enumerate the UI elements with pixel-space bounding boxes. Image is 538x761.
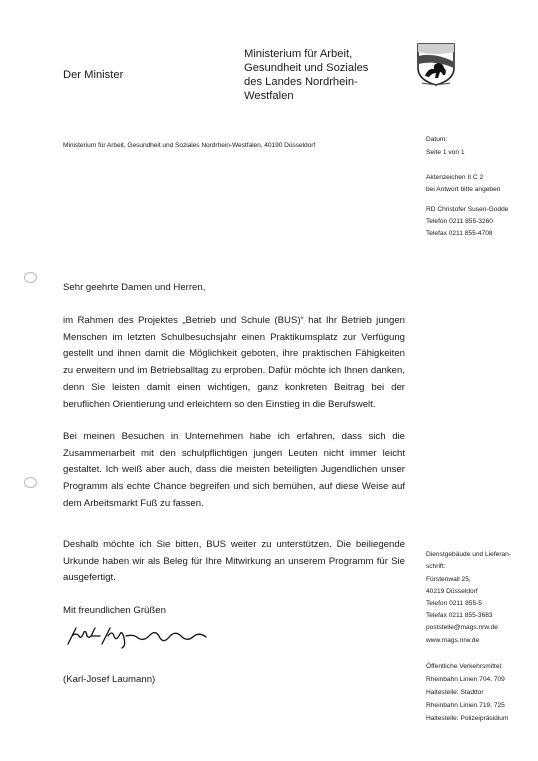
reference-number: Aktenzeichen II C 2 (426, 174, 484, 181)
building-label-line: Dienstgebäude und Lieferan- (426, 551, 512, 558)
email-link[interactable]: poststelle@mags.nrw.de (426, 624, 498, 631)
contact-fax: Telefax 0211 855-4708 (426, 230, 493, 237)
date-label: Datum: (426, 136, 448, 143)
signatory-name: (Karl-Josef Laumann) (63, 674, 156, 685)
transit-label: Öffentliche Verkehrsmittel: (426, 663, 503, 670)
page-info: Seite 1 von 1 (426, 149, 465, 156)
ministry-name-line: Ministerium für Arbeit, (244, 48, 353, 60)
transit-line: Haltestelle: Stadttor (426, 689, 484, 696)
reply-note: bei Antwort bitte angeben (426, 186, 501, 193)
address-line: Fürstenwall 25, (426, 576, 471, 583)
salutation: Sehr geehrte Damen und Herren, (63, 282, 206, 293)
ministry-name-line: des Landes Nordrhein-Westfalen (244, 76, 358, 102)
minister-label: Der Minister (63, 69, 124, 81)
transit-line: Rheinbahn Linien 719, 725 (426, 702, 505, 709)
nrw-coat-of-arms-icon (416, 42, 456, 87)
punch-hole-top (24, 272, 37, 283)
address-line: Telefon 0211 855-5 (426, 600, 482, 607)
sender-address-line: Ministerium für Arbeit, Gesundheit und Soziales Nordrhein-Westfalen, 40190 Düsseldorf (63, 142, 316, 149)
ministry-name (244, 47, 404, 103)
paragraph-3: Deshalb möchte ich Sie bitten, BUS weiter zu unterstützen. Die beiliegende Urkunde haben wir als Beleg für Ihre Mitwirkung an unserem Programm für Sie ausgefertigt. (63, 539, 405, 584)
transit-line: Haltestelle: Polizeipräsidium (426, 715, 509, 722)
address-line: 40219 Düsseldorf (426, 588, 478, 595)
building-label-line: schrift: (426, 563, 446, 570)
address-line: Telefax 0211 855-3683 (426, 612, 493, 619)
paragraph-1: im Rahmen des Projektes „Betrieb und Schule (BUS)“ hat Ihr Betrieb jungen Menschen im letzten Schulbesuchsjahr einen Praktikumsplatz zur Verfügung gestellt und ihnen damit die Möglichkeit geboten, ihre praktischen Fähigkeiten zu erweitern und im Betriebsalltag zu erproben. Dafür möchte ich Ihnen danken, denn Sie leisten damit einen wichtigen, ganz konkreten Beitrag bei der beruflichen Orientierung und erleichtern so den Einstieg in die Berufswelt. (63, 315, 405, 410)
transit-line: Rheinbahn Linien 704, 709 (426, 676, 505, 683)
ministry-name-line: Gesundheit und Soziales (244, 62, 369, 74)
contact-phone: Telefon 0211 855-3260 (426, 218, 493, 225)
closing: Mit freundlichen Grüßen (63, 605, 166, 616)
contact-name: RD Christofer Susen-Godde (426, 206, 509, 213)
punch-hole-bottom (24, 477, 37, 488)
handwritten-signature (64, 622, 214, 650)
paragraph-2: Bei meinen Besuchen in Unternehmen habe ich erfahren, dass sich die Zusammenarbeit mit den schulpflichtigen jungen Leuten nicht immer leicht gestaltet. Ich weiß aber auch, dass die meisten beteiligten Jugendlichen unser Programm als echte Chance begreifen und sich bemühen, auf diese Weise auf dem Arbeitsmarkt Fuß zu fassen. (63, 431, 405, 509)
website-link[interactable]: www.mags.nrw.de (426, 637, 480, 644)
